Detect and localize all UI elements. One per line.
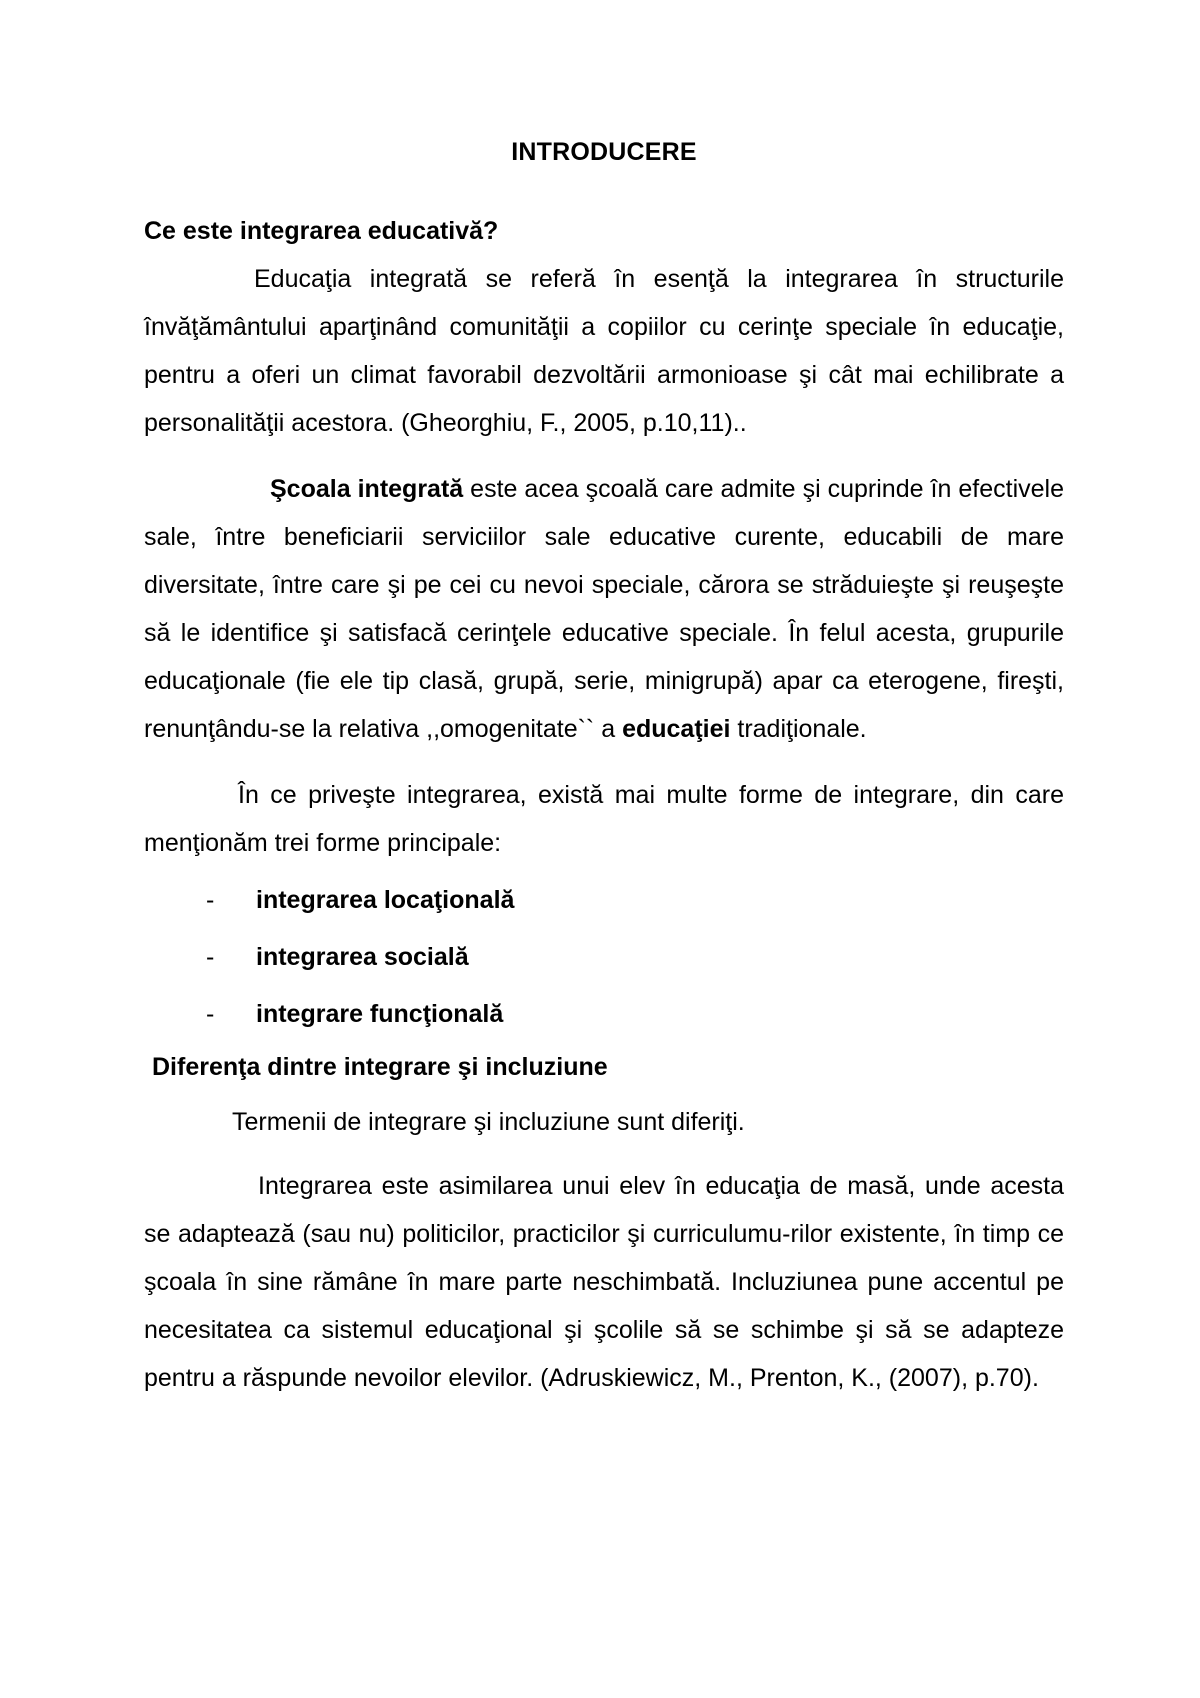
terms-differ-line: Termenii de integrare şi incluziune sunt diferiţi.	[232, 1108, 745, 1136]
list-item-label: integrarea locaţională	[256, 886, 515, 914]
paragraph-text-part-a: este acea şcoală care admite şi cuprinde în efectivele sale, între beneficiarii serviciilor sale educative curente, educabili de mare diversitate, între care şi pe cei cu nevoi speciale, cărora se străduieşte şi reuşeşte să le identifice şi satisfacă cerinţele educative speciale. În felul acesta, grupurile educaţionale (fie ele tip clasă, grupă, serie, minigrupă) apar ca eterogene, fireşti, renunţându-se la relativa ,,omogenitate`` a	[144, 475, 1064, 743]
paragraph-integration-vs-inclusion: Integrarea este asimilarea unui elev în educaţia de masă, unde acesta se adaptează (sau nu) politicilor, practicilor şi curriculumu-rilor existente, în timp ce şcoala în sine rămâne în mare parte neschimbată. Incluziunea pune accentul pe necesitatea ca sistemul educaţional şi şcolile să se schimbe şi să se adapteze pentru a răspunde nevoilor elevilor. (Adruskiewicz, M., Prenton, K., (2007), p.70).	[144, 1172, 1064, 1392]
paragraph-integrated-school	[144, 465, 1064, 753]
paragraph-text-part-b: tradiţionale.	[730, 715, 867, 743]
integration-forms-list	[144, 881, 1064, 1033]
list-dash: -	[206, 943, 215, 971]
list-dash: -	[206, 1000, 215, 1028]
list-dash: -	[206, 886, 215, 914]
paragraph-forms-intro: În ce priveşte integrarea, există mai multe forme de integrare, din care menţionăm trei forme principale:	[144, 781, 1064, 857]
list-item	[144, 995, 1064, 1033]
section-heading-integration: Ce este integrarea educativă?	[144, 217, 499, 245]
list-item	[144, 938, 1064, 976]
paragraph-integrated-education: Educaţia integrată se referă în esenţă la integrarea în structurile învăţământului aparţinând comunităţii a copiilor cu cerinţe speciale în educaţie, pentru a oferi un climat favorabil dezvoltării armonioase şi cât mai echilibrate a personalităţii acestora. (Gheorghiu, F., 2005, p.10,11)..	[144, 265, 1064, 437]
list-item	[144, 881, 1064, 919]
bold-term-education: educaţiei	[622, 715, 731, 743]
list-item-label: integrare funcţională	[256, 1000, 504, 1028]
list-item-label: integrarea socială	[256, 943, 469, 971]
bold-term-integrated-school: Şcoala integrată	[270, 475, 464, 503]
document-title: INTRODUCERE	[511, 138, 697, 166]
section-heading-difference: Diferenţa dintre integrare şi incluziune	[152, 1053, 608, 1081]
